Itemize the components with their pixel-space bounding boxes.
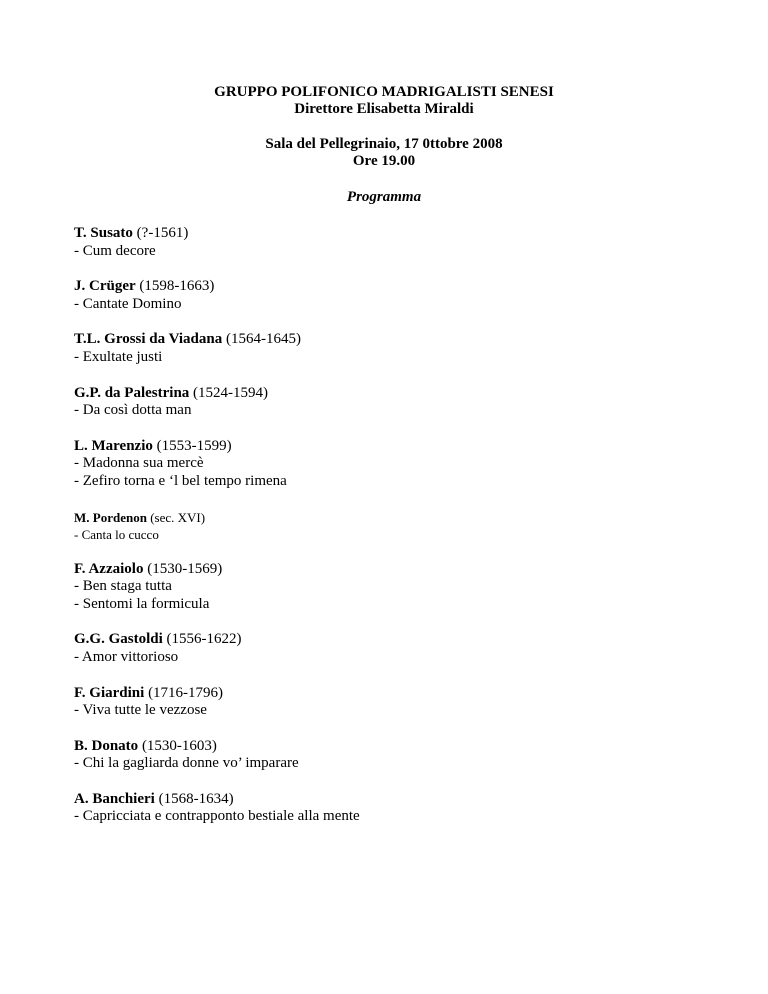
composer-name: G.G. Gastoldi	[74, 631, 163, 648]
composer-dates: (1553-1599)	[152, 437, 232, 454]
composer-name: T. Susato	[74, 225, 133, 241]
composer-line	[74, 225, 694, 243]
composer-line	[74, 278, 694, 296]
piece-title: - Cum decore	[74, 242, 156, 259]
director-line: Direttore Elisabetta Miraldi	[294, 101, 474, 117]
programme-entry	[74, 225, 694, 260]
programme-entry	[74, 385, 694, 420]
composer-line	[74, 561, 694, 579]
piece-title: - Cantate Domino	[74, 295, 182, 312]
composer-line	[74, 331, 694, 349]
piece-title: - Canta lo cucco	[74, 526, 159, 542]
piece-title: - Sentomi la formicula	[74, 595, 210, 612]
programme-entry	[74, 738, 694, 773]
programme-list	[74, 225, 694, 844]
piece-title: - Exultate justi	[74, 348, 163, 365]
time-line: Ore 19.00	[352, 153, 416, 169]
piece-title: - Capricciata e contrapponto bestiale alla mente	[74, 808, 360, 825]
composer-dates: (?-1561)	[132, 225, 189, 241]
composer-dates: (1568-1634)	[154, 790, 234, 807]
composer-name: L. Marenzio	[74, 437, 153, 454]
programme-entry	[74, 791, 694, 826]
composer-name: J. Crüger	[74, 278, 136, 295]
piece-title: - Ben staga tutta	[74, 578, 172, 595]
programme-entry	[74, 685, 694, 720]
composer-line	[74, 385, 694, 403]
composer-name: G.P. da Palestrina	[74, 384, 190, 401]
programme-entry	[74, 561, 694, 614]
composer-line	[74, 685, 694, 703]
composer-dates: (1564-1645)	[222, 331, 301, 348]
composer-name: B. Donato	[74, 737, 139, 754]
composer-name: F. Giardini	[74, 684, 145, 701]
programme-entry	[74, 278, 694, 313]
piece-title: - Madonna sua mercè	[74, 455, 204, 472]
composer-dates: (1556-1622)	[162, 631, 242, 648]
piece-title: - Viva tutte le vezzose	[74, 702, 207, 719]
group-title: GRUPPO POLIFONICO MADRIGALISTI SENESI	[214, 84, 554, 100]
composer-line	[74, 738, 694, 756]
composer-name: M. Pordenon	[74, 509, 147, 525]
piece-title: - Da così dotta man	[74, 402, 192, 419]
composer-name: T.L. Grossi da Viadana	[74, 331, 223, 348]
composer-line	[74, 509, 694, 526]
programme-entry	[74, 438, 694, 491]
programme-entry	[74, 331, 694, 366]
programme-heading: Programma	[346, 189, 422, 205]
composer-dates: (sec. XVI)	[146, 509, 206, 525]
composer-line	[74, 631, 694, 649]
composer-name: F. Azzaiolo	[74, 560, 144, 577]
composer-dates: (1598-1663)	[135, 278, 215, 295]
composer-name: A. Banchieri	[74, 790, 155, 807]
programme-entry	[74, 509, 694, 543]
composer-dates: (1530-1603)	[138, 737, 217, 754]
composer-line	[74, 791, 694, 809]
piece-title: - Zefiro torna e ‘l bel tempo rimena	[74, 472, 287, 489]
composer-dates: (1524-1594)	[189, 384, 269, 401]
composer-dates: (1530-1569)	[143, 560, 223, 577]
composer-line	[74, 438, 694, 456]
composer-dates: (1716-1796)	[144, 684, 224, 701]
venue-date-line: Sala del Pellegrinaio, 17 0ttobre 2008	[265, 136, 503, 152]
piece-title: - Amor vittorioso	[74, 648, 179, 665]
piece-title: - Chi la gagliarda donne vo’ imparare	[74, 755, 299, 772]
programme-entry	[74, 631, 694, 666]
